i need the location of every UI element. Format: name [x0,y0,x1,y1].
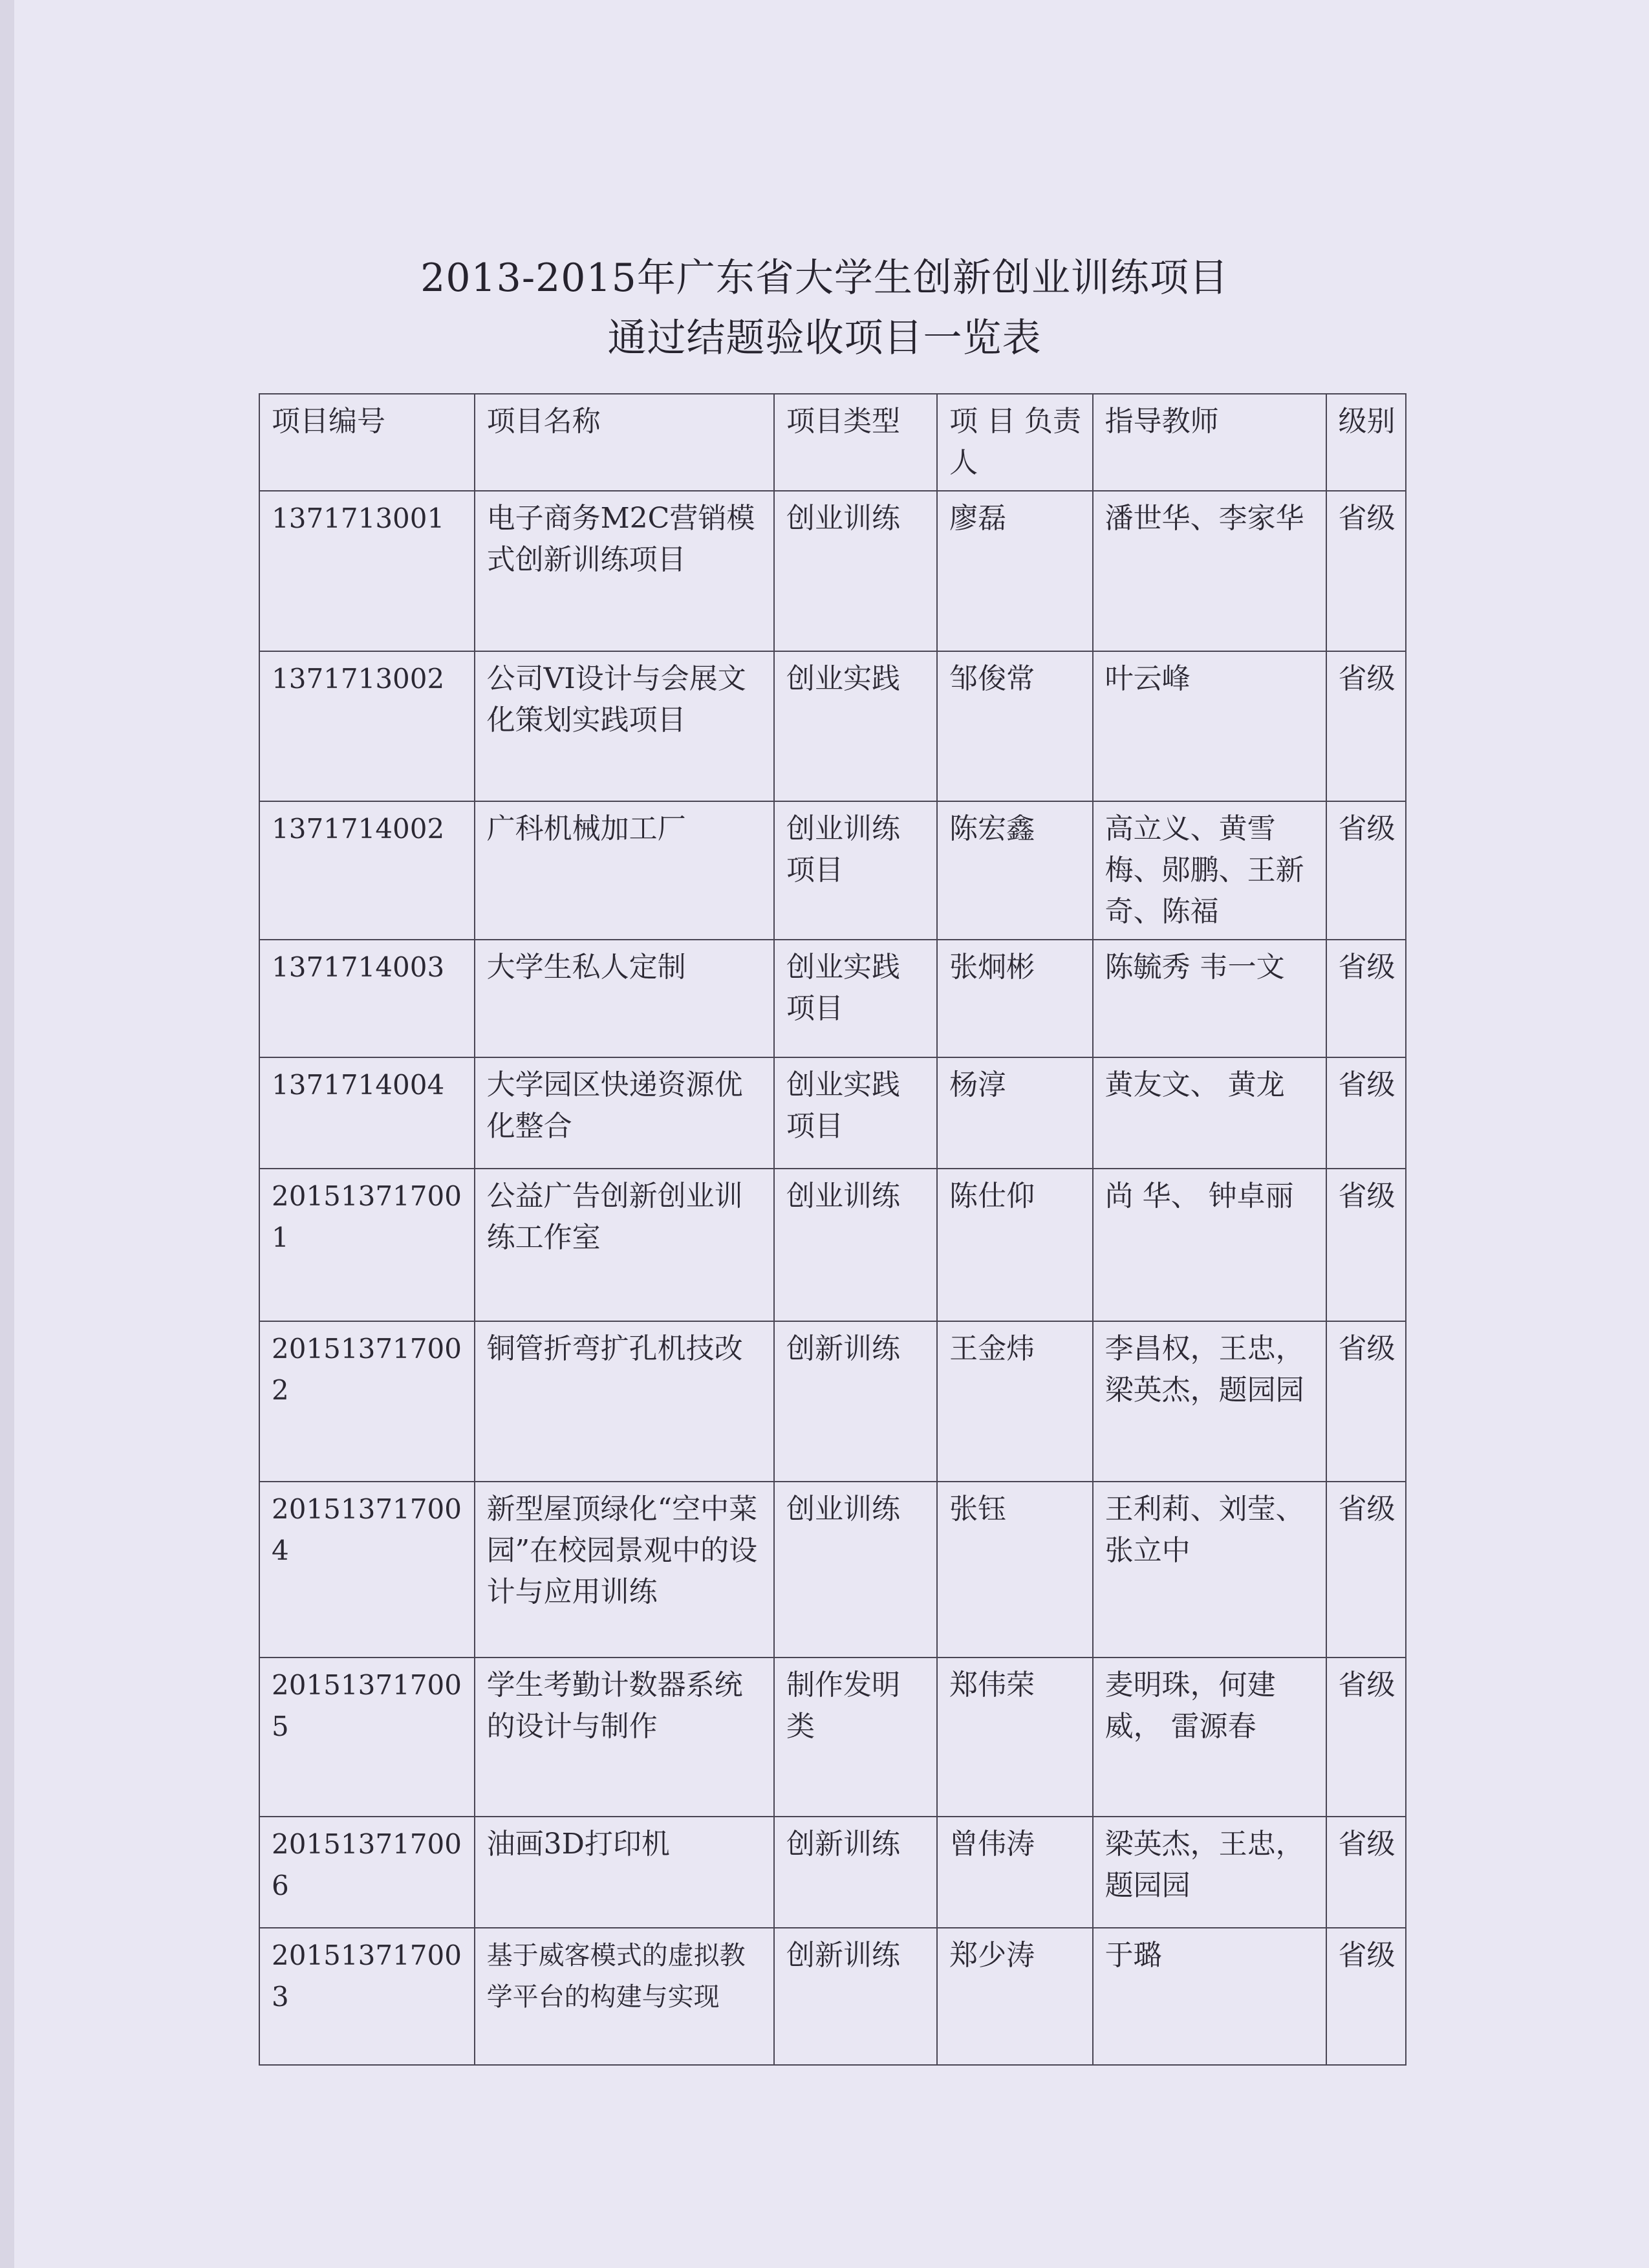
cell-project-lead: 陈仕仰 [937,1169,1093,1321]
document-subtitle: 通过结题验收项目一览表 [607,316,1042,361]
table-row [259,801,1406,940]
cell-advisor: 于璐 [1093,1928,1326,2065]
table-row [259,1817,1406,1928]
cell-project-id: 201513717005 [259,1658,475,1817]
cell-project-lead: 陈宏鑫 [937,801,1093,940]
cell-level: 省级 [1326,801,1406,940]
table-row [259,1928,1406,2065]
table-row [259,491,1406,651]
cell-project-type: 创业训练项目 [774,801,937,940]
header-project-type: 项目类型 [774,394,937,491]
cell-project-type: 创新训练 [774,1321,937,1482]
cell-level: 省级 [1326,1169,1406,1321]
cell-level: 省级 [1326,651,1406,801]
cell-advisor: 王利莉、刘莹、张立中 [1093,1482,1326,1658]
cell-level: 省级 [1326,940,1406,1057]
cell-level: 省级 [1326,1817,1406,1928]
table-row [259,1482,1406,1658]
cell-advisor: 梁英杰，王忠，题园园 [1093,1817,1326,1928]
cell-project-lead: 曾伟涛 [937,1817,1093,1928]
table-row [259,1057,1406,1169]
cell-project-id: 201513717006 [259,1817,475,1928]
cell-level: 省级 [1326,491,1406,651]
cell-project-name: 公益广告创新创业训练工作室 [475,1169,774,1321]
cell-project-type: 制作发明类 [774,1658,937,1817]
table-row [259,1321,1406,1482]
cell-advisor: 尚 华、 钟卓丽 [1093,1169,1326,1321]
cell-advisor: 高立义、黄雪梅、郧鹏、王新奇、陈福 [1093,801,1326,940]
header-project-id: 项目编号 [259,394,475,491]
cell-project-id: 201513717001 [259,1169,475,1321]
cell-level: 省级 [1326,1057,1406,1169]
cell-project-id: 201513717003 [259,1928,475,2065]
cell-project-lead: 邹俊常 [937,651,1093,801]
cell-project-type: 创新训练 [774,1928,937,2065]
cell-project-name: 电子商务M2C营销模式创新训练项目 [475,491,774,651]
header-advisor: 指导教师 [1093,394,1326,491]
cell-project-name: 油画3D打印机 [475,1817,774,1928]
table-row [259,1169,1406,1321]
cell-project-type: 创新训练 [774,1817,937,1928]
header-project-lead: 项 目 负责人 [937,394,1093,491]
cell-project-lead: 王金炜 [937,1321,1093,1482]
cell-project-type: 创业训练 [774,1169,937,1321]
cell-project-id: 1371714002 [259,801,475,940]
cell-project-id: 201513717002 [259,1321,475,1482]
cell-advisor: 叶云峰 [1093,651,1326,801]
cell-project-name: 公司VI设计与会展文化策划实践项目 [475,651,774,801]
cell-level: 省级 [1326,1928,1406,2065]
cell-project-id: 201513717004 [259,1482,475,1658]
cell-project-id: 1371714004 [259,1057,475,1169]
cell-project-type: 创业实践 [774,651,937,801]
cell-level: 省级 [1326,1658,1406,1817]
cell-project-lead: 廖磊 [937,491,1093,651]
cell-project-lead: 张炯彬 [937,940,1093,1057]
table-row [259,1658,1406,1817]
cell-project-name: 广科机械加工厂 [475,801,774,940]
document-title: 2013-2015年广东省大学生创新创业训练项目 [420,255,1229,301]
header-project-name: 项目名称 [475,394,774,491]
cell-project-name: 大学园区快递资源优化整合 [475,1057,774,1169]
table-row [259,940,1406,1057]
projects-table [259,393,1406,2066]
cell-advisor: 陈毓秀 韦一文 [1093,940,1326,1057]
cell-level: 省级 [1326,1482,1406,1658]
cell-level: 省级 [1326,1321,1406,1482]
cell-project-lead: 杨淳 [937,1057,1093,1169]
cell-advisor: 麦明珠，何建威， 雷源春 [1093,1658,1326,1817]
table-header-row [259,394,1406,491]
cell-project-type: 创业实践项目 [774,1057,937,1169]
cell-project-id: 1371713001 [259,491,475,651]
cell-project-lead: 郑伟荣 [937,1658,1093,1817]
cell-project-lead: 郑少涛 [937,1928,1093,2065]
cell-project-lead: 张钰 [937,1482,1093,1658]
cell-advisor: 李昌权，王忠，梁英杰，题园园 [1093,1321,1326,1482]
cell-advisor: 潘世华、李家华 [1093,491,1326,651]
cell-project-type: 创业训练 [774,491,937,651]
cell-project-name: 新型屋顶绿化“空中菜园”在校园景观中的设计与应用训练 [475,1482,774,1658]
cell-project-name: 学生考勤计数器系统的设计与制作 [475,1658,774,1817]
cell-project-type: 创业训练 [774,1482,937,1658]
cell-project-id: 1371714003 [259,940,475,1057]
cell-project-id: 1371713002 [259,651,475,801]
header-level: 级别 [1326,394,1406,491]
cell-project-name: 基于威客模式的虚拟教学平台的构建与实现 [475,1928,774,2065]
table-row [259,651,1406,801]
cell-advisor: 黄友文、 黄龙 [1093,1057,1326,1169]
cell-project-name: 铜管折弯扩孔机技改 [475,1321,774,1482]
cell-project-type: 创业实践项目 [774,940,937,1057]
cell-project-name: 大学生私人定制 [475,940,774,1057]
